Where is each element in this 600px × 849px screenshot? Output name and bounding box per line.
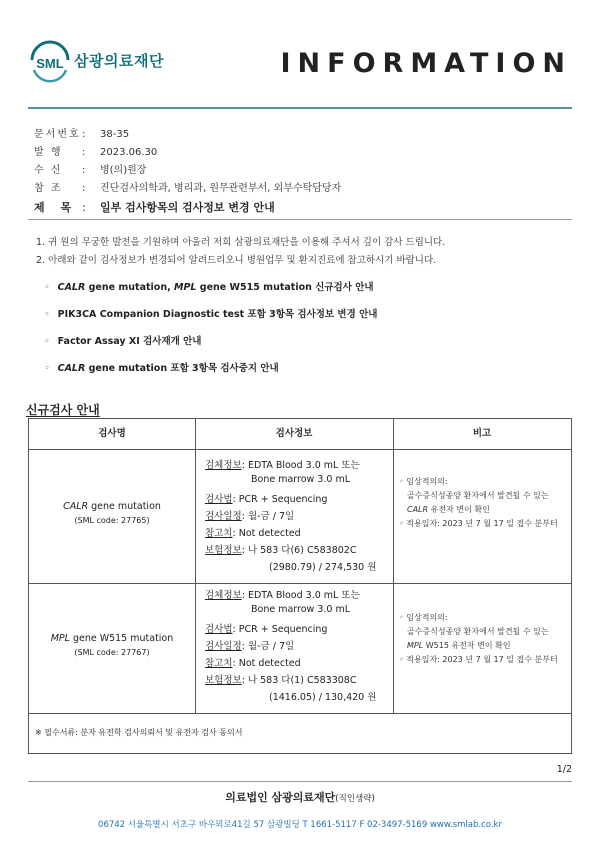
reference-info: 참고치: Not detected (205, 528, 301, 539)
schedule-info: 검사일정: 월-금 / 7일 (205, 641, 295, 652)
remarks: ◦ 임상적의의: 골수증식성종양 환자에서 발견될 수 있는 CALR 유전자 변이 확인 ◦ 적용일자: 2023 년 7 월 17 일 접수 분부터 (399, 477, 558, 528)
meta-doc-number: 문서번호: 38-35 (34, 125, 129, 140)
subject-line: 제 목 : 일부 검사항목의 검사정보 변경 안내 (34, 201, 275, 214)
note-bullet-icon: ◦ (399, 613, 407, 622)
meta-value: 2023.06.30 (100, 147, 158, 158)
specimen-info: 검체정보: EDTA Blood 3.0 mL 또는 (205, 590, 360, 601)
logo-text: SML (36, 56, 64, 71)
meta-label: 참 조 (34, 183, 63, 194)
bullet-icon: ◦ (44, 282, 50, 293)
table-header: 검사명 (98, 428, 126, 439)
meta-label: 수 신 (34, 165, 63, 176)
sml-logo (28, 40, 168, 84)
org-name: 의료법인 삼광의료재단 (225, 791, 336, 804)
logo-org-name: 삼광의료재단 (74, 52, 164, 70)
page-number: 1/2 (556, 764, 572, 775)
bullet-icon: ◦ (44, 309, 50, 320)
org-seal-note: (직인생략) (335, 794, 375, 804)
method-info: 검사법: PCR + Sequencing (205, 624, 328, 635)
method-info: 검사법: PCR + Sequencing (205, 494, 328, 505)
table-divider (29, 583, 571, 584)
table-header: 검사정보 (275, 428, 313, 439)
insurance-info: 보험정보: 나 583 다(6) C583802C (205, 545, 357, 556)
meta-issue-date: 발 행 : 2023.06.30 (34, 143, 157, 158)
sml-logo-icon (28, 40, 72, 84)
note-bullet-icon: ◦ (399, 477, 407, 486)
table-divider (29, 713, 571, 714)
insurance-info-2: (1416.05) / 130,420 원 (269, 692, 377, 703)
note-bullet-icon: ◦ (399, 519, 407, 528)
paragraph-2: 2. 아래와 같이 검사정보가 변경되어 알려드리오니 병원업무 및 환지진료에 참고하시기 바랍니다. (36, 255, 437, 266)
table-divider (29, 449, 571, 450)
bullet-item: ◦ CALR gene mutation, MPL gene W515 mutation 신규검사 안내 (44, 282, 374, 293)
meta-value: 병(의)원장 (100, 165, 147, 176)
meta-recipient: 수 신 : 병(의)원장 (34, 161, 146, 176)
paragraph-1: 1. 귀 원의 무궁한 발전을 기원하며 아울러 저희 삼광의료재단을 이용해 주셔서 깊이 감사 드립니다. (36, 237, 446, 248)
footer-address: 06742 서울특별시 서초구 바우뫼로41길 57 삼광빌딩 T 1661-5117 F 02-3497-5169 www.smlab.co.kr (98, 820, 502, 830)
header-divider (28, 107, 572, 109)
table-header: 비고 (472, 428, 492, 439)
table-row-name: MPL gene W515 mutation (SML code: 27767) (29, 633, 195, 657)
new-test-table (28, 418, 572, 754)
subject-label: 제 목 (34, 201, 78, 214)
meta-value: 38-35 (100, 129, 130, 140)
subject-divider (28, 219, 572, 220)
document-title: INFORMATION (280, 48, 572, 79)
bullet-item: ◦ Factor Assay XI 검사재개 안내 (44, 336, 202, 347)
meta-value: 진단검사의학과, 병리과, 원무관련부서, 외부수탁담당자 (100, 183, 342, 194)
table-row-name: CALR gene mutation (SML code: 27765) (29, 501, 195, 525)
bullet-item: ◦ PIK3CA Companion Diagnostic test 포함 3항목 검사정보 변경 안내 (44, 309, 378, 320)
specimen-info: 검체정보: EDTA Blood 3.0 mL 또는 (205, 460, 360, 471)
footer-divider (28, 781, 572, 782)
note-bullet-icon: ◦ (399, 655, 407, 664)
bullet-icon: ◦ (44, 336, 50, 347)
meta-label: 발 행 (34, 147, 63, 158)
meta-label: 문서번호 (34, 129, 81, 140)
table-divider (195, 583, 196, 713)
table-footnote: ※ 필수서류: 분자 유전학 검사의뢰서 및 유전자 검사 동의서 (35, 728, 243, 737)
subject-value: 일부 검사항목의 검사정보 변경 안내 (100, 201, 275, 214)
meta-reference: 참 조 : 진단검사의학과, 병리과, 원무관련부서, 외부수탁담당자 (34, 179, 341, 194)
remarks: ◦ 임상적의의: 골수증식성종양 환자에서 발견될 수 있는 MPL W515 유전자 변이 확인 ◦ 적용일자: 2023 년 7 월 17 일 접수 분부터 (399, 613, 558, 664)
section-title: 신규검사 안내 (26, 403, 100, 417)
reference-info: 참고치: Not detected (205, 658, 301, 669)
specimen-info-2: Bone marrow 3.0 mL (251, 474, 351, 485)
bullet-icon: ◦ (44, 363, 50, 374)
specimen-info-2: Bone marrow 3.0 mL (251, 604, 351, 615)
footer-org (0, 789, 600, 805)
table-divider (393, 419, 394, 713)
bullet-item: ◦ CALR gene mutation 포함 3항목 검사중지 안내 (44, 363, 279, 374)
insurance-info-2: (2980.79) / 274,530 원 (269, 562, 377, 573)
schedule-info: 검사일정: 월-금 / 7일 (205, 511, 295, 522)
sml-code: (SML code: 27765) (74, 516, 150, 525)
insurance-info: 보험정보: 나 583 다(1) C583308C (205, 675, 357, 686)
sml-code: (SML code: 27767) (74, 648, 150, 657)
